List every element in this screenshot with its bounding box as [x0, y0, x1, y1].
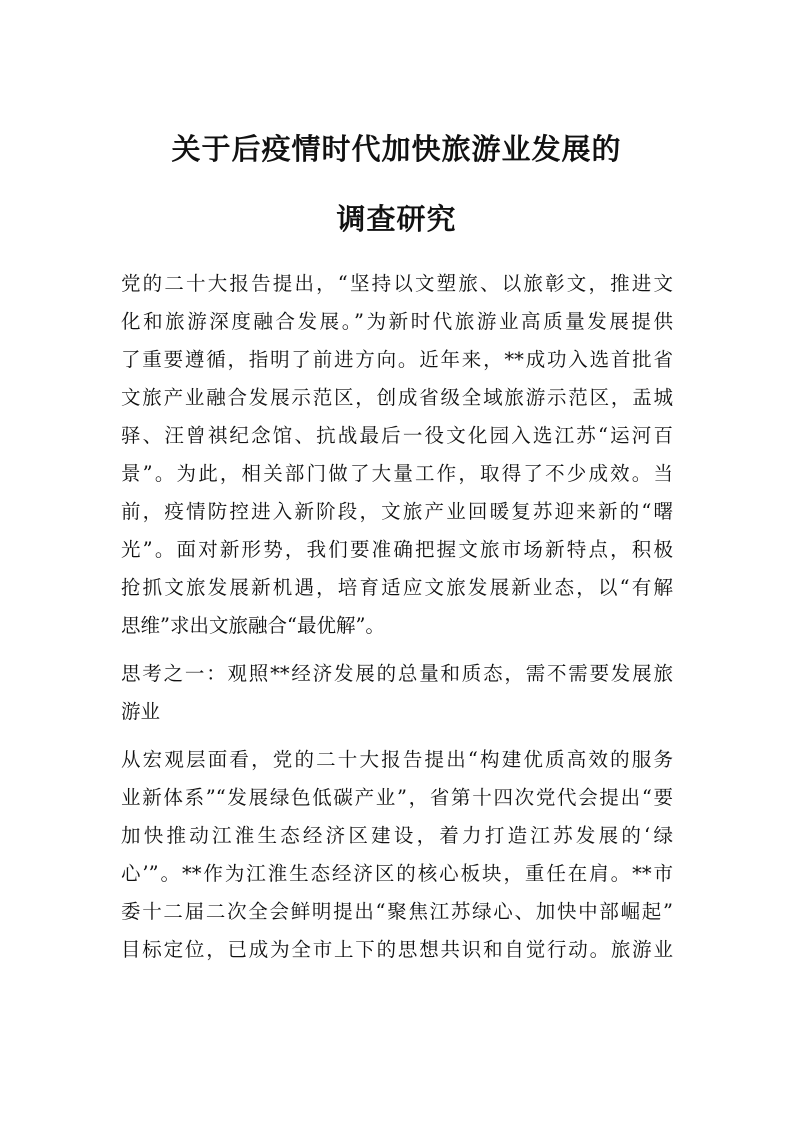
- body-text-line: 心’”。**作为江淮生态经济区的核心板块，重任在肩。**市: [121, 862, 673, 885]
- section-heading-line: 游业: [121, 700, 161, 723]
- body-text-line: 从宏观层面看，党的二十大报告提出“构建优质高效的服务: [121, 748, 673, 771]
- section-heading-line: 思考之一：观照**经济发展的总量和质态，需不需要发展旅: [121, 662, 673, 685]
- document-title-line-2: 调查研究: [336, 202, 457, 236]
- body-text-line: 加快推动江淮生态经济区建设，着力打造江苏发展的‘绿: [121, 824, 673, 847]
- body-text-line: 光”。面对新形势，我们要准确把握文旅市场新特点，积极: [121, 538, 673, 561]
- body-text-line: 了重要遵循，指明了前进方向。近年来，**成功入选首批省: [121, 348, 673, 371]
- document-title-line-1: 关于后疫情时代加快旅游业发展的: [171, 132, 622, 166]
- body-text-line: 文旅产业融合发展示范区，创成省级全域旅游示范区，盂城: [121, 386, 673, 409]
- body-text-line: 景”。为此，相关部门做了大量工作，取得了不少成效。当: [121, 462, 673, 485]
- body-text-line: 前，疫情防控进入新阶段，文旅产业回暖复苏迎来新的“曙: [121, 500, 673, 523]
- body-text-line: 业新体系”“发展绿色低碳产业”，省第十四次党代会提出“要: [121, 786, 673, 809]
- body-text-line: 抢抓文旅发展新机遇，培育适应文旅发展新业态，以“有解: [121, 576, 673, 599]
- body-text-line: 目标定位，已成为全市上下的思想共识和自觉行动。旅游业: [121, 938, 673, 961]
- body-text-line: 党的二十大报告提出，“坚持以文塑旅、以旅彰文，推进文: [121, 272, 673, 295]
- body-text-line: 化和旅游深度融合发展。”为新时代旅游业高质量发展提供: [121, 310, 673, 333]
- body-text-line: 委十二届二次全会鲜明提出“聚焦江苏绿心、加快中部崛起”: [121, 900, 673, 923]
- body-text-line: 思维”求出文旅融合“最优解”。: [121, 614, 385, 637]
- body-text-line: 驿、汪曾祺纪念馆、抗战最后一役文化园入选江苏“运河百: [121, 424, 673, 447]
